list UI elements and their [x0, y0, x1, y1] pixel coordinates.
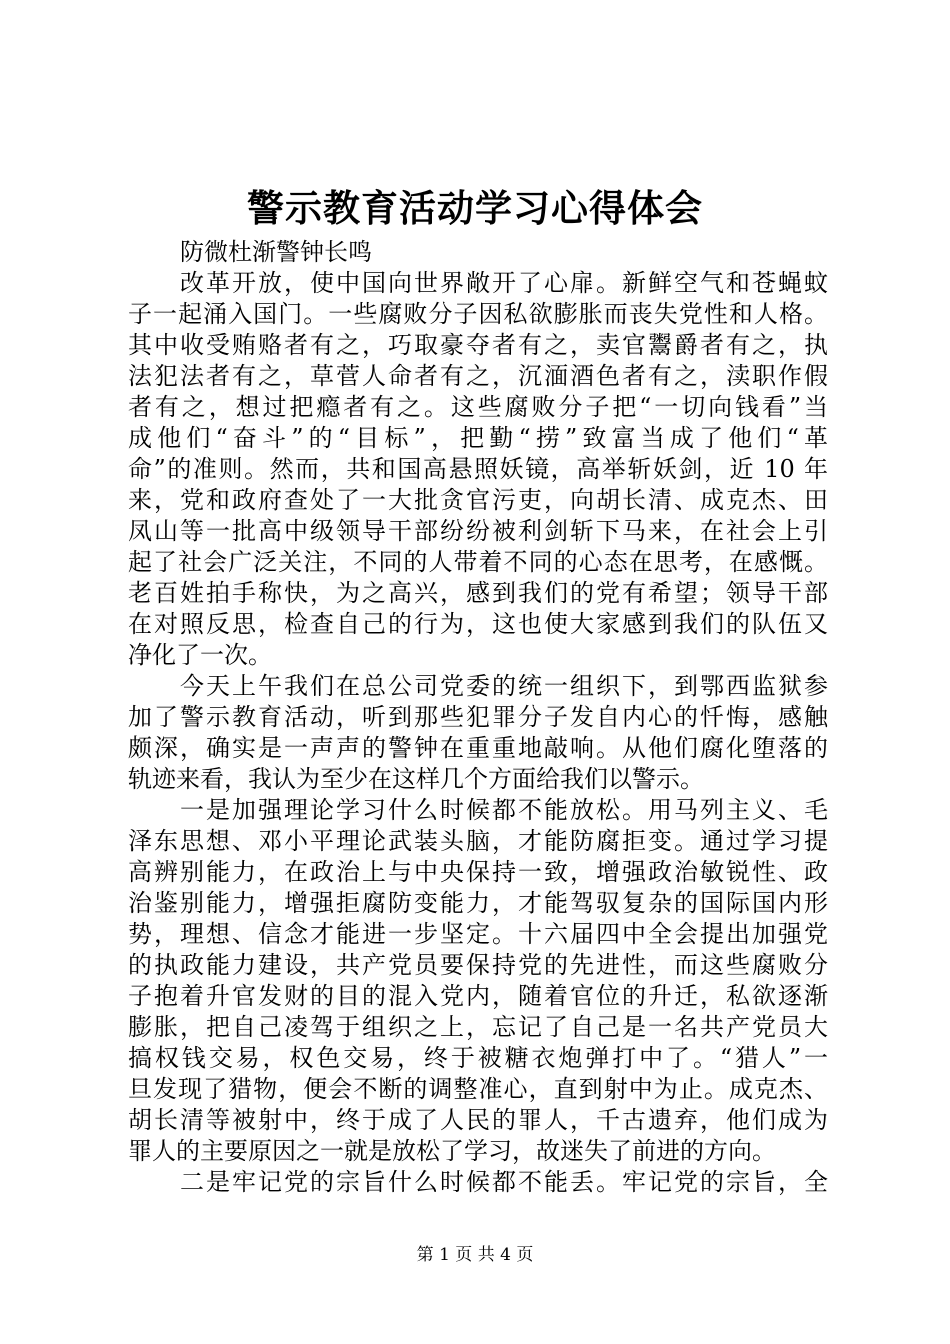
text-line: 凤山等一批高中级领导干部纷纷被利剑斩下马来，在社会上引: [128, 517, 828, 545]
text-line: 起了社会广泛关注，不同的人带着不同的心态在思考，在感慨。: [128, 548, 828, 576]
text-line: 净化了一次。: [128, 641, 272, 669]
text-line: 旦发现了猎物，便会不断的调整准心，直到射中为止。成克杰、: [128, 1075, 828, 1103]
text-line: 轨迹来看，我认为至少在这样几个方面给我们以警示。: [128, 765, 704, 793]
text-line: 颇深，确实是一声声的警钟在重重地敲响。从他们腐化堕落的: [128, 734, 828, 762]
text-line: 来，党和政府查处了一大批贪官污吏，向胡长清、成克杰、田: [128, 486, 828, 514]
text-line: 防微杜渐警钟长鸣: [180, 238, 372, 266]
text-line: 膨胀，把自己凌驾于组织之上，忘记了自己是一名共产党员大: [128, 1013, 828, 1041]
text-line: 搞权钱交易，权色交易，终于被糖衣炮弹打中了。“猎人”一: [128, 1044, 828, 1072]
text-line: 二是牢记党的宗旨什么时候都不能丢。牢记党的宗旨，全: [180, 1168, 828, 1196]
text-line: 者有之，想过把瘾者有之。这些腐败分子把“一切向钱看”当: [128, 393, 828, 421]
text-line: 老百姓拍手称快，为之高兴，感到我们的党有希望；领导干部: [128, 579, 828, 607]
document-title: 警示教育活动学习心得体会: [247, 186, 703, 230]
document-body: [128, 237, 828, 1198]
text-line: 命”的准则。然而，共和国高悬照妖镜，高举斩妖剑，近 10 年: [128, 455, 828, 483]
text-line: 胡长清等被射中，终于成了人民的罪人，千古遗弃，他们成为: [128, 1106, 828, 1134]
text-line: 成他们“奋斗”的“目标”，把勤“捞”致富当成了他们“革: [128, 424, 828, 452]
text-line: 在对照反思，检查自己的行为，这也使大家感到我们的队伍又: [128, 610, 828, 638]
text-line: 的执政能力建设，共产党员要保持党的先进性，而这些腐败分: [128, 951, 828, 979]
text-line: 改革开放，使中国向世界敞开了心扉。新鲜空气和苍蝇蚊: [180, 269, 828, 297]
text-line: 加了警示教育活动，听到那些犯罪分子发自内心的忏悔，感触: [128, 703, 828, 731]
text-line: 高辨别能力，在政治上与中央保持一致，增强政治敏锐性、政: [128, 858, 828, 886]
text-line: 泽东思想、邓小平理论武装头脑，才能防腐拒变。通过学习提: [128, 827, 828, 855]
text-line: 势，理想、信念才能进一步坚定。十六届四中全会提出加强党: [128, 920, 828, 948]
text-line: 今天上午我们在总公司党委的统一组织下，到鄂西监狱参: [180, 672, 828, 700]
page-footer: 第 1 页 共 4 页: [416, 1245, 534, 1265]
text-line: 法犯法者有之，草菅人命者有之，沉湎酒色者有之，渎职作假: [128, 362, 828, 390]
text-line: 子抱着升官发财的目的混入党内，随着官位的升迁，私欲逐渐: [128, 982, 828, 1010]
text-line: 一是加强理论学习什么时候都不能放松。用马列主义、毛: [180, 796, 828, 824]
text-line: 治鉴别能力，增强拒腐防变能力，才能驾驭复杂的国际国内形: [128, 889, 828, 917]
text-line: 其中收受贿赂者有之，巧取豪夺者有之，卖官鬻爵者有之，执: [128, 331, 828, 359]
text-line: 子一起涌入国门。一些腐败分子因私欲膨胀而丧失党性和人格。: [128, 300, 828, 328]
text-line: 罪人的主要原因之一就是放松了学习，故迷失了前进的方向。: [128, 1137, 776, 1165]
